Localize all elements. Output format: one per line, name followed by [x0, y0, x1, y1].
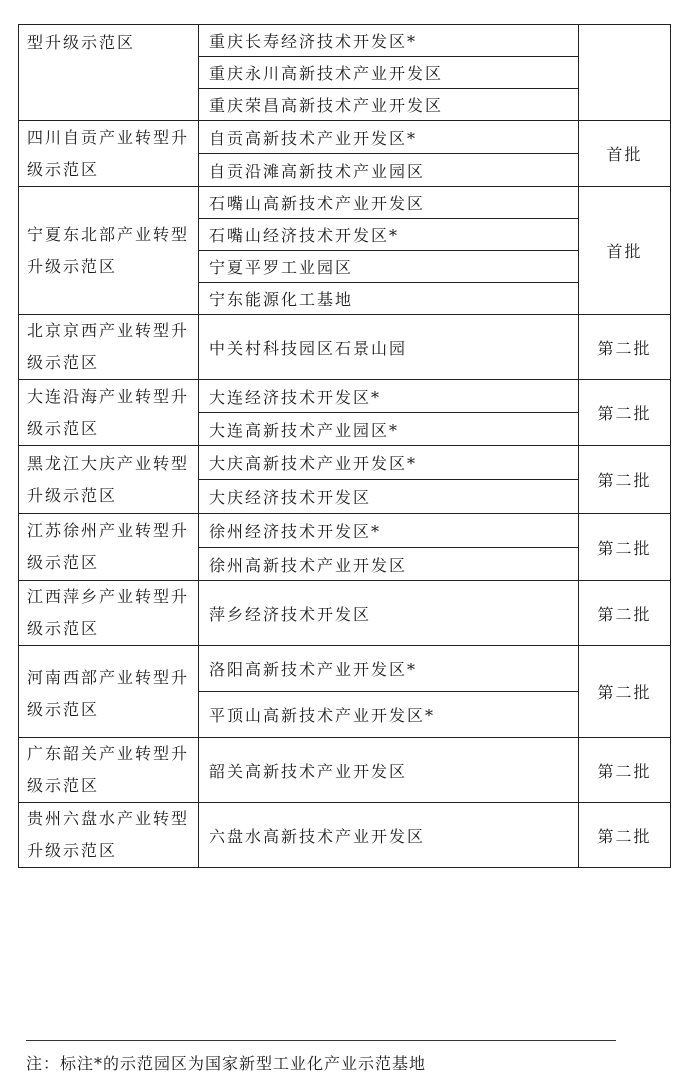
park-name: 洛阳高新技术产业开发区*	[199, 646, 578, 692]
footnote-divider	[26, 1040, 616, 1041]
park-cell	[199, 380, 579, 446]
park-name: 六盘水高新技术产业开发区	[209, 826, 426, 846]
table-row	[19, 803, 671, 868]
park-name: 大连高新技术产业园区*	[209, 420, 400, 440]
batch-cell: 首批	[579, 187, 671, 315]
batch-cell: 第二批	[579, 581, 671, 646]
zone-name: 黑龙江大庆产业转型升级示范区	[19, 446, 199, 514]
park-cell	[199, 514, 579, 581]
park-name: 大庆高新技术产业开发区*	[199, 446, 578, 480]
table-row	[19, 446, 671, 514]
table-row	[19, 514, 671, 581]
table-row	[19, 380, 671, 446]
park-cell	[199, 646, 579, 738]
table-row	[19, 25, 671, 121]
batch-cell	[579, 25, 671, 121]
zone-name: 广东韶关产业转型升级示范区	[19, 738, 199, 803]
table-row	[19, 738, 671, 803]
zones-table	[18, 24, 671, 868]
footnote: 注：标注*的示范园区为国家新型工业化产业示范基地	[26, 1054, 427, 1073]
park-name: 石嘴山经济技术开发区*	[199, 219, 578, 251]
park-name: 平顶山高新技术产业开发区*	[209, 706, 436, 725]
park-cell	[199, 738, 579, 803]
park-name: 自贡高新技术产业开发区*	[199, 121, 578, 154]
park-cell	[199, 121, 579, 187]
park-cell	[199, 25, 579, 121]
zone-name: 四川自贡产业转型升级示范区	[19, 121, 199, 187]
park-name: 宁东能源化工基地	[209, 290, 354, 309]
park-name: 韶关高新技术产业开发区	[209, 761, 408, 781]
park-name: 大庆经济技术开发区	[209, 488, 372, 507]
park-name: 大连经济技术开发区*	[199, 380, 578, 413]
table-row	[19, 646, 671, 738]
zone-name: 大连沿海产业转型升级示范区	[19, 380, 199, 446]
table-row	[19, 187, 671, 315]
zone-name: 型升级示范区	[19, 25, 199, 121]
zone-name: 江西萍乡产业转型升级示范区	[19, 581, 199, 646]
zone-name: 宁夏东北部产业转型升级示范区	[19, 187, 199, 315]
park-cell	[199, 446, 579, 514]
park-name: 自贡沿滩高新技术产业园区	[209, 161, 426, 181]
zone-name: 贵州六盘水产业转型升级示范区	[19, 803, 199, 868]
park-name: 萍乡经济技术开发区	[209, 604, 372, 624]
park-cell	[199, 187, 579, 315]
table-row	[19, 315, 671, 380]
park-name: 石嘴山高新技术产业开发区	[199, 187, 578, 219]
batch-cell: 第二批	[579, 514, 671, 581]
batch-cell: 第二批	[579, 803, 671, 868]
table-row	[19, 121, 671, 187]
park-cell	[199, 315, 579, 380]
park-cell	[199, 581, 579, 646]
park-name: 重庆永川高新技术产业开发区	[199, 57, 578, 89]
zone-name: 河南西部产业转型升级示范区	[19, 646, 199, 738]
zone-name: 江苏徐州产业转型升级示范区	[19, 514, 199, 581]
batch-cell: 第二批	[579, 315, 671, 380]
zone-name: 北京京西产业转型升级示范区	[19, 315, 199, 380]
park-name: 重庆荣昌高新技术产业开发区	[209, 96, 444, 115]
batch-cell: 第二批	[579, 646, 671, 738]
park-name: 宁夏平罗工业园区	[199, 251, 578, 283]
batch-cell: 第二批	[579, 446, 671, 514]
table-row	[19, 581, 671, 646]
batch-cell: 第二批	[579, 380, 671, 446]
park-name: 徐州经济技术开发区*	[199, 514, 578, 548]
batch-cell: 首批	[579, 121, 671, 187]
park-name: 徐州高新技术产业开发区	[209, 555, 408, 575]
park-name: 重庆长寿经济技术开发区*	[199, 25, 578, 57]
park-cell	[199, 803, 579, 868]
batch-cell: 第二批	[579, 738, 671, 803]
park-name: 中关村科技园区石景山园	[209, 338, 408, 358]
